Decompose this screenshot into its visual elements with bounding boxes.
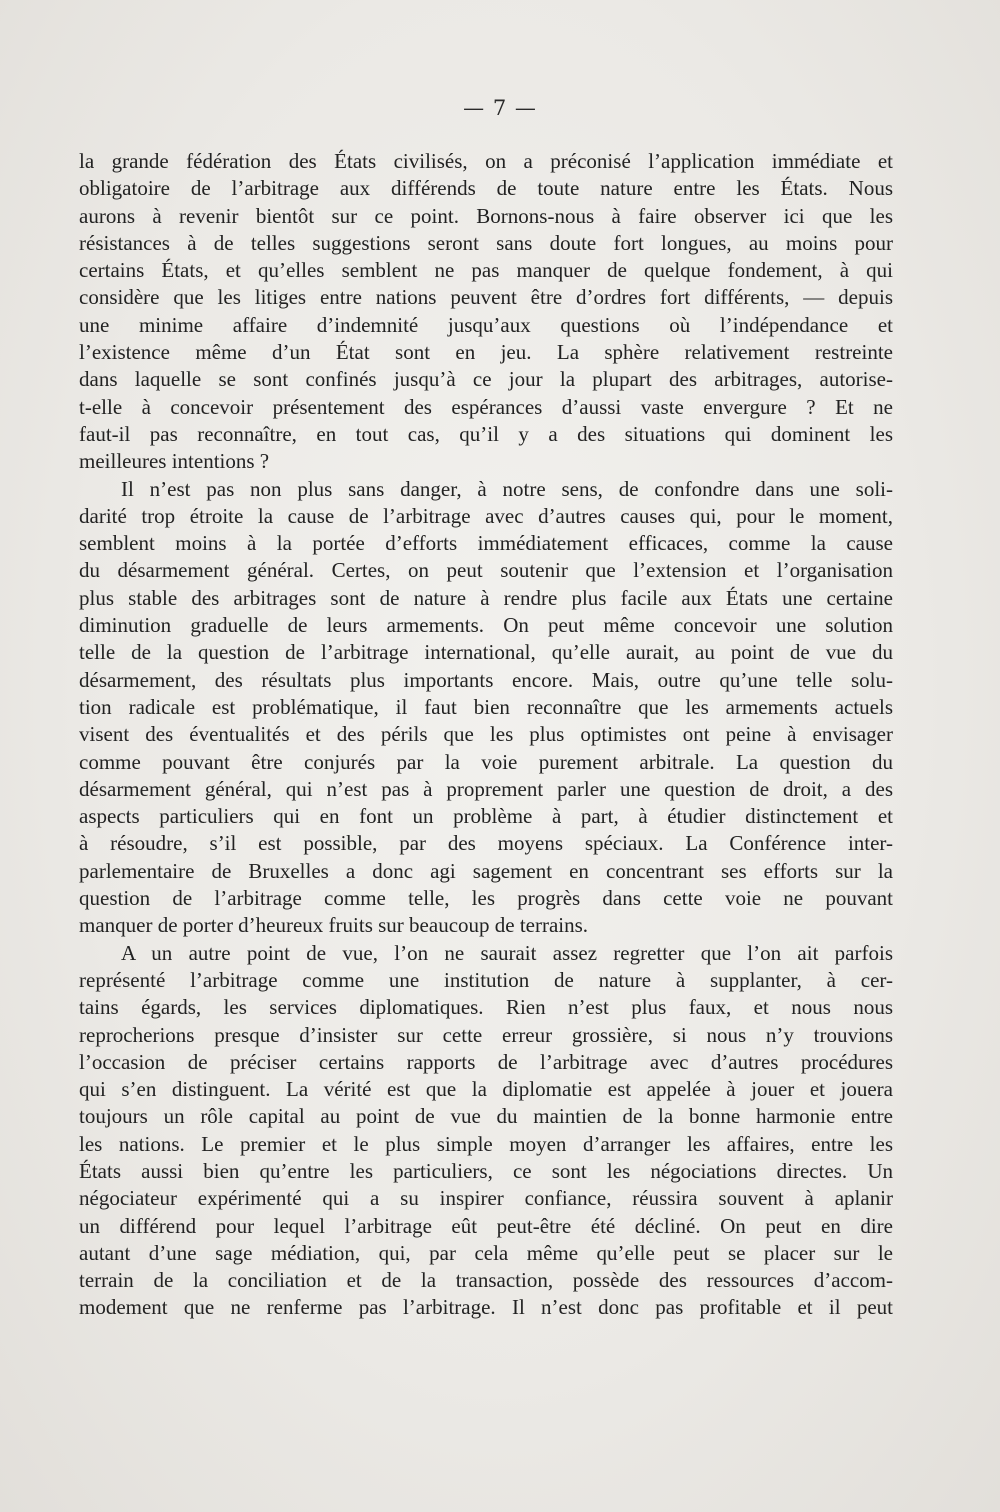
text-line: terrain de la conciliation et de la transaction, possède des ressources d’accom- bbox=[79, 1268, 893, 1293]
text-line: l’existence même d’un État sont en jeu. La sphère relativement restreinte bbox=[79, 340, 893, 365]
text-line: comme pouvant être conjurés par la voie purement arbitrale. La question du bbox=[79, 749, 893, 774]
text-line: toujours un rôle capital au point de vue du maintien de la bonne harmonie entre bbox=[79, 1104, 893, 1129]
text-line: aspects particuliers qui en font un problème à part, à étudier distinctement et bbox=[79, 804, 893, 829]
text-line: semblent moins à la portée d’efforts immédiatement efficaces, comme la cause bbox=[79, 531, 893, 556]
text-line: les nations. Le premier et le plus simple moyen d’arranger les affaires, entre les bbox=[79, 1131, 893, 1156]
text-line: États aussi bien qu’entre les particuliers, ce sont les négociations directes. Un bbox=[79, 1158, 893, 1183]
text-line: visent des éventualités et des périls que les plus optimistes ont peine à envisager bbox=[79, 722, 893, 747]
text-line: plus stable des arbitrages sont de nature à rendre plus facile aux États une certaine bbox=[79, 585, 893, 610]
text-line: désarmement général, qui n’est pas à proprement parler une question de droit, a des bbox=[79, 776, 893, 801]
text-line: aurons à revenir bientôt sur ce point. Bornons-nous à faire observer ici que les bbox=[79, 203, 893, 228]
text-line: tains égards, les services diplomatiques. Rien n’est plus faux, et nous nous bbox=[79, 995, 893, 1020]
text-line: à résoudre, s’il est possible, par des moyens spéciaux. La Conférence inter- bbox=[79, 831, 893, 856]
text-line: considère que les litiges entre nations peuvent être d’ordres fort différents, — depuis bbox=[79, 285, 893, 310]
text-line: du désarmement général. Certes, on peut soutenir que l’extension et l’organisation bbox=[79, 558, 893, 583]
text-line: diminution graduelle de leurs armements. On peut même concevoir une solution bbox=[79, 613, 893, 638]
text-line: darité trop étroite la cause de l’arbitrage avec d’autres causes qui, pour le moment, bbox=[79, 503, 893, 528]
paragraph bbox=[79, 940, 893, 1322]
text-line: désarmement, des résultats plus importants encore. Mais, outre qu’une telle solu- bbox=[79, 667, 893, 692]
text-line: représenté l’arbitrage comme une institution de nature à supplanter, à cer- bbox=[79, 967, 893, 992]
text-line: meilleures intentions ? bbox=[79, 449, 270, 474]
text-line: résistances à de telles suggestions seront sans doute fort longues, au moins pour bbox=[79, 230, 893, 255]
text-line: question de l’arbitrage comme telle, les progrès dans cette voie ne pouvant bbox=[79, 886, 893, 911]
text-line: autant d’une sage médiation, qui, par cela même qu’elle peut se placer sur le bbox=[79, 1240, 893, 1265]
text-line: telle de la question de l’arbitrage international, qu’elle aurait, au point de vue du bbox=[79, 640, 893, 665]
text-line: Il n’est pas non plus sans danger, à notre sens, de confondre dans une soli- bbox=[121, 476, 893, 501]
text-line: un différend pour lequel l’arbitrage eût peut-être été décliné. On peut en dire bbox=[79, 1213, 893, 1238]
text-line: modement que ne renferme pas l’arbitrage. Il n’est donc pas profitable et il peut bbox=[79, 1295, 893, 1320]
page-number: — 7 — bbox=[463, 96, 537, 120]
text-line: faut-il pas reconnaître, en tout cas, qu’il y a des situations qui dominent les bbox=[79, 421, 893, 446]
text-line: la grande fédération des États civilisés, on a préconisé l’application immédiate et bbox=[79, 149, 893, 173]
text-line: une minime affaire d’indemnité jusqu’aux questions où l’indépendance et bbox=[79, 312, 893, 337]
text-line: reprocherions presque d’insister sur cette erreur grossière, si nous n’y trouvions bbox=[79, 1022, 893, 1047]
text-line: t-elle à concevoir présentement des espérances d’aussi vaste envergure ? Et ne bbox=[79, 394, 893, 419]
text-line: l’occasion de préciser certains rapports de l’arbitrage avec d’autres procédures bbox=[79, 1049, 893, 1074]
text-line: dans laquelle se sont confinés jusqu’à ce jour la plupart des arbitrages, autorise- bbox=[79, 367, 893, 392]
text-line: parlementaire de Bruxelles a donc agi sagement en concentrant ses efforts sur la bbox=[79, 858, 893, 883]
text-line: manquer de porter d’heureux fruits sur beaucoup de terrains. bbox=[79, 913, 589, 938]
text-line: qui s’en distinguent. La vérité est que la diplomatie est appelée à jouer et jouera bbox=[79, 1077, 893, 1102]
paragraph bbox=[79, 476, 893, 940]
text-line: négociateur expérimenté qui a su inspirer confiance, réussira souvent à aplanir bbox=[79, 1186, 893, 1211]
paragraph bbox=[79, 148, 893, 476]
text-line: certains États, et qu’elles semblent ne pas manquer de quelque fondement, à qui bbox=[79, 258, 893, 283]
body-text bbox=[79, 148, 893, 1322]
text-line: obligatoire de l’arbitrage aux différends de toute nature entre les États. Nous bbox=[79, 176, 893, 201]
text-line: tion radicale est problématique, il faut bien reconnaître que les armements actuels bbox=[79, 694, 893, 719]
text-line: A un autre point de vue, l’on ne saurait assez regretter que l’on ait parfois bbox=[121, 940, 893, 965]
